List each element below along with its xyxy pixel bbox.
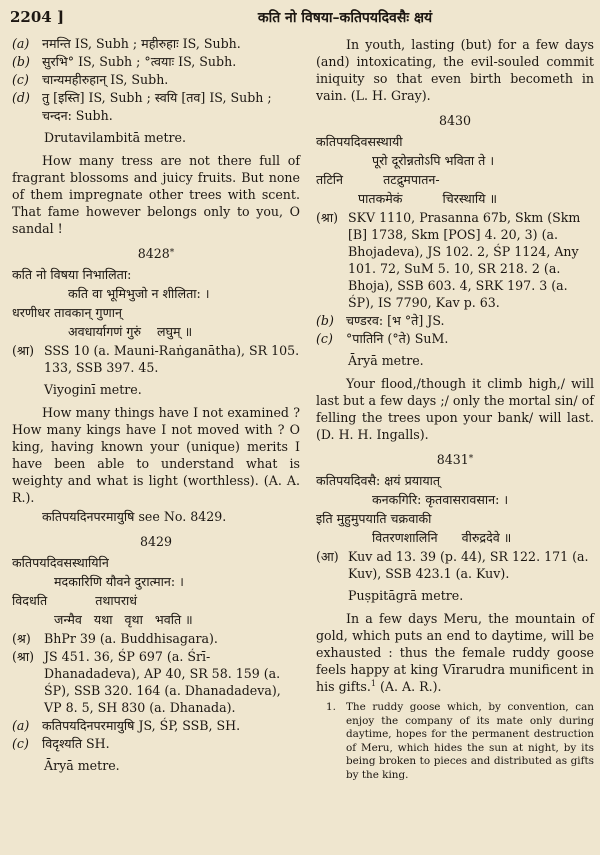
verse-line: कति वा भूमिभुजो न शीलिता: । [68, 286, 210, 301]
metre-line: Puṣpitāgrā metre. [348, 588, 464, 603]
variant-row: (c) चान्यमहीरुहान् IS, Subh. [12, 72, 169, 87]
verse-line: धरणीधर तावकान् गुणान् [12, 305, 122, 320]
verse-number-8430: 8430 [438, 113, 472, 128]
variant-row: चन्दन: Subh. [42, 108, 113, 123]
variant-row: (b) सुरभि° IS, Subh ; °त्वयाः IS, Subh. [12, 54, 237, 69]
verse-line: कनकगिरि: कृतवासरावसान: । [372, 492, 509, 507]
verse-line: तटिनि तटद्रुमपातन- [316, 172, 440, 187]
verse-line: जन्मैव यथा वृथा भवति ॥ [54, 612, 193, 627]
verse-number-8431: 8431* [436, 452, 474, 467]
verse-line: इति मुहुमुपयाति चक्रवाकी [316, 511, 432, 526]
verse-number-8429: 8429 [139, 534, 173, 549]
variant-row: (b) चण्डरव: [भ °ते] JS. [316, 313, 445, 328]
translation-paragraph: How many tress are not there full of fragrant blossoms and juicy fruits. But none of them impregnate other trees with scent. That fame however belongs only to you, O sandal ! [12, 153, 300, 236]
variant-row: (c) °पातिनि (°ते) SuM. [316, 331, 449, 346]
verse-line: पातकमेकं चिरस्थायि ॥ [358, 191, 497, 206]
footnote: 1. The ruddy goose which, by convention, can enjoy the company of its mate only during daytime, hopes for the permanent destruction of Meru, which hides the sun at night, by its being broken to pieces and distributed as gifts by the king. [326, 701, 594, 781]
verse-line: वितरणशालिनि वीरुद्रदेवे ॥ [372, 530, 512, 545]
running-title: कति नो विषया–कतिपयदिवसैः क्षयं [257, 10, 433, 26]
cross-reference: कतिपयदिनपरमायुषि see No. 8429. [42, 509, 227, 524]
metre-line: Āryā metre. [348, 353, 424, 368]
verse-line: कति नो विषया निभालिता: [12, 267, 132, 282]
verse-line: विदधति तथापराधं [12, 593, 137, 608]
verse-line: पूरो दूरोन्नतोऽपि भविता ते । [372, 153, 495, 168]
verse-line: मदकारिणि यौवने दुरात्मान: । [54, 574, 184, 589]
translation-paragraph: How many things have I not examined ? How many kings have I not moved with ? O king, having known your (unique) merits I have been able to understand what is weighty and what is light (worthless). (A. A. R.). [12, 405, 300, 505]
verse-line: कतिपयदिवसै: क्षयं प्रयायात् [316, 473, 441, 488]
source-row: (आ) Kuv ad 13. 39 (p. 44), SR 122. 171 (a. Kuv), SSB 423.1 (a. Kuv). [316, 549, 589, 581]
right-column [316, 34, 594, 782]
source-row: (श्र) BhPr 39 (a. Buddhisagara). [12, 631, 218, 646]
verse-line: कतिपयदिवसस्थायी [316, 134, 403, 149]
page-number: 2204 ] [10, 8, 65, 26]
left-column [12, 34, 300, 780]
variant-row: (d) तु [इस्ति] IS, Subh ; स्वयि [तव] IS, Subh ; [12, 90, 272, 105]
variant-row: (a) कतिपयदिनपरमायुषि JS, ŚP, SSB, SH. [12, 718, 241, 733]
translation-paragraph: Your flood,/though it climb high,/ will last but a few days ;/ only the mortal sin/ of felling the trees upon your bank/ will last. (D. H. H. Ingalls). [316, 376, 594, 442]
footnote-marker: 1 [370, 678, 376, 688]
verse-number-8428: 8428* [137, 246, 175, 261]
variant-row: (a) नमन्ति IS, Subh ; महीरुहाः IS, Subh. [12, 36, 241, 51]
translation-paragraph: In a few days Meru, the mountain of gold, which puts an end to daytime, will be exhausted : thus the female ruddy goose feels happy at king Vīrarudra munificent in his gifts.$^1$ (A. A. R.). [316, 611, 594, 694]
metre-line: Viyoginī metre. [44, 382, 142, 397]
source-row: (श्रा) SSS 10 (a. Mauni-Raṅganātha), SR 105. 133, SSB 397. 45. [12, 343, 300, 375]
verse-line: अवधार्यागणं गुरुं लघुम् ॥ [68, 324, 193, 339]
page-header [10, 6, 590, 28]
metre-line: Āryā metre. [44, 758, 120, 773]
source-row: (श्रा) SKV 1110, Prasanna 67b, Skm (Skm [B] 1738, Skm [POS] 4. 20, 3) (a. Bhojadeva), JS 102. 2, ŚP 1124, Any 101. 72, SuM 5. 10, SR 218. 2 (a. Bhoja), SSB 603. 4, SRK 197. 3 (a. ŚP), IS 7790, Kav p. 63. [316, 210, 581, 310]
verse-line: कतिपयदिवसस्थायिनि [12, 555, 109, 570]
source-row: (श्रा) JS 451. 36, ŚP 697 (a. Śrī-Dhanadadeva), AP 40, SR 58. 159 (a. ŚP), SSB 320. 164 (a. Dhanadadeva), VP 8. 5, SH 830 (a. Dhanada). [12, 649, 281, 715]
translation-paragraph: In youth, lasting (but) for a few days (and) intoxicating, the evil-souled commit iniquity so that even birth becometh in vain. (L. H. Gray). [316, 37, 594, 103]
variant-row: (c) विदृश्यति SH. [12, 736, 110, 751]
metre-line: Drutavilambitā metre. [44, 130, 187, 145]
